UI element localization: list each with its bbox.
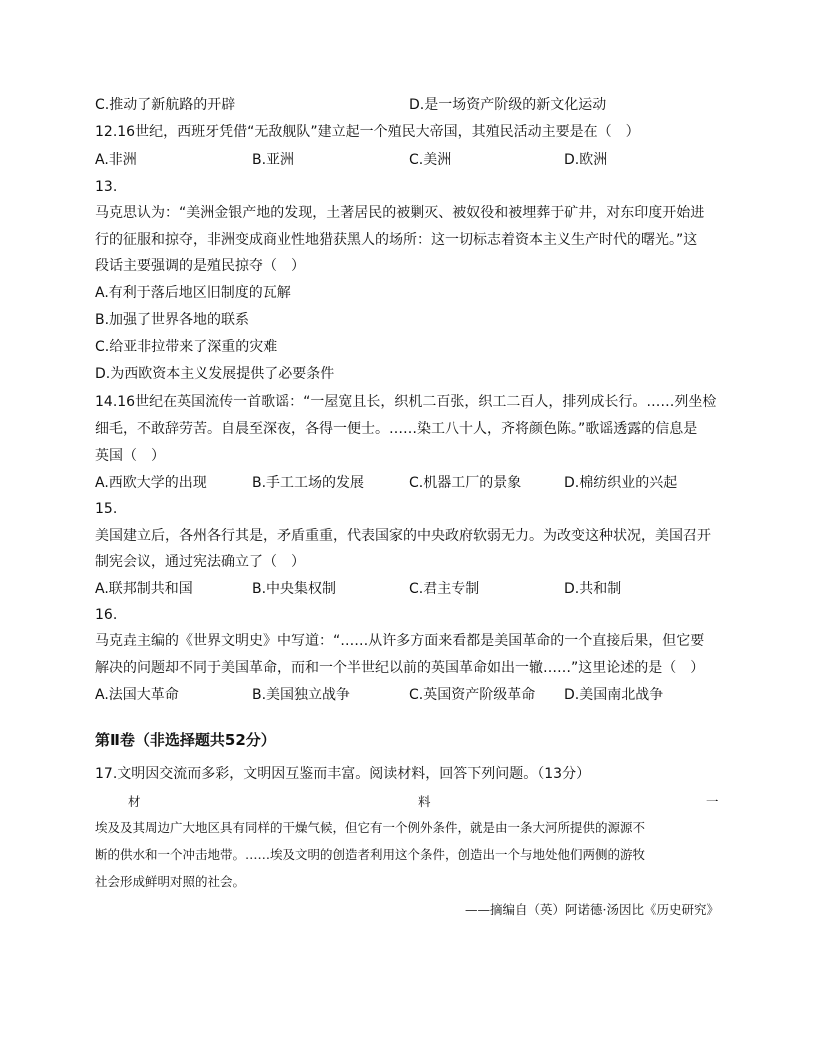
option-c-prev: C.推动了新航路的开辟 [95, 97, 236, 113]
q13-option-a: A.有利于落后地区旧制度的瓦解 [95, 285, 291, 301]
material-line: 社会形成鲜明对照的社会。 [95, 874, 246, 889]
q16-option-d: D.美国南北战争 [564, 687, 664, 703]
question-16-line: 解决的问题却不同于美国革命，而和一个半世纪以前的英国革命如出一辙……”这里论述的是（ ） [95, 660, 705, 676]
q15-option-a: A.联邦制共和国 [95, 581, 193, 597]
question-14-line: 细毛，不敢辞劳苦。自晨至深夜，各得一便士。……染工八十人，齐将颜色陈。”歌谣透露的信息是 [95, 421, 698, 437]
material-line: 埃及及其周边广大地区具有同样的干燥气候，但它有一个例外条件，就是由一条大河所提供的源源不 [95, 820, 646, 835]
question-13-number: 13. [95, 179, 118, 195]
question-12-stem: 12.16世纪，西班牙凭借“无敌舰队”建立起一个殖民大帝国，其殖民活动主要是在（ ） [95, 124, 640, 140]
section-title: 第Ⅱ卷（非选择题共52分） [95, 731, 276, 749]
q16-option-b: B.美国独立战争 [252, 687, 351, 703]
question-16-line: 马克垚主编的《世界文明史》中写道：“……从许多方面来看都是美国革命的一个直接后果，但它要 [95, 633, 705, 649]
q16-option-c: C.英国资产阶级革命 [409, 687, 536, 703]
q14-option-b: B.手工工场的发展 [252, 475, 365, 491]
material-label-char: 材 [128, 794, 141, 809]
question-17-stem: 17.文明因交流而多彩，文明因互鉴而丰富。阅读材料，回答下列问题。（13分） [95, 766, 591, 782]
question-13-line: 行的征服和掠夺，非洲变成商业性地猎获黑人的场所：这一切标志着资本主义生产时代的曙光。”这 [95, 232, 698, 248]
q14-option-a: A.西欧大学的出现 [95, 475, 207, 491]
question-15-line: 美国建立后，各州各行其是，矛盾重重，代表国家的中央政府软弱无力。为改变这种状况，美国召开 [95, 528, 711, 544]
q13-option-d: D.为西欧资本主义发展提供了必要条件 [95, 366, 335, 382]
q14-option-d: D.棉纺织业的兴起 [564, 475, 678, 491]
q13-option-c: C.给亚非拉带来了深重的灾难 [95, 339, 278, 355]
material-line: 断的供水和一个冲击地带。……埃及文明的创造者利用这个条件，创造出一个与地处他们两侧的游牧 [95, 847, 646, 862]
question-14-line: 英国（ ） [95, 448, 165, 464]
q14-option-c: C.机器工厂的景象 [409, 475, 522, 491]
question-15-line: 制宪会议，通过宪法确立了（ ） [95, 554, 305, 570]
material-label-char: 料 [418, 794, 431, 809]
q12-option-d: D.欧洲 [564, 152, 608, 168]
question-15-number: 15. [95, 501, 118, 517]
q12-option-a: A.非洲 [95, 152, 137, 168]
question-13-line: 段话主要强调的是殖民掠夺（ ） [95, 258, 305, 274]
q15-option-b: B.中央集权制 [252, 581, 337, 597]
q15-option-d: D.共和制 [564, 581, 622, 597]
q12-option-c: C.美洲 [409, 152, 452, 168]
material-source: ——摘编自（英）阿诺德·汤因比《历史研究》 [465, 902, 719, 917]
q16-option-a: A.法国大革命 [95, 687, 179, 703]
q15-option-c: C.君主专制 [409, 581, 480, 597]
question-14-line: 14.16世纪在英国流传一首歌谣：“一屋宽且长，织机二百张，织工二百人，排列成长行。……列坐检 [95, 394, 717, 410]
option-d-prev: D.是一场资产阶级的新文化运动 [409, 97, 607, 113]
q13-option-b: B.加强了世界各地的联系 [95, 312, 250, 328]
material-label-char: 一 [706, 794, 719, 809]
q12-option-b: B.亚洲 [252, 152, 295, 168]
question-13-line: 马克思认为：“美洲金银产地的发现，土著居民的被剿灭、被奴役和被埋葬于矿井，对东印度开始进 [95, 205, 705, 221]
question-16-number: 16. [95, 607, 118, 623]
